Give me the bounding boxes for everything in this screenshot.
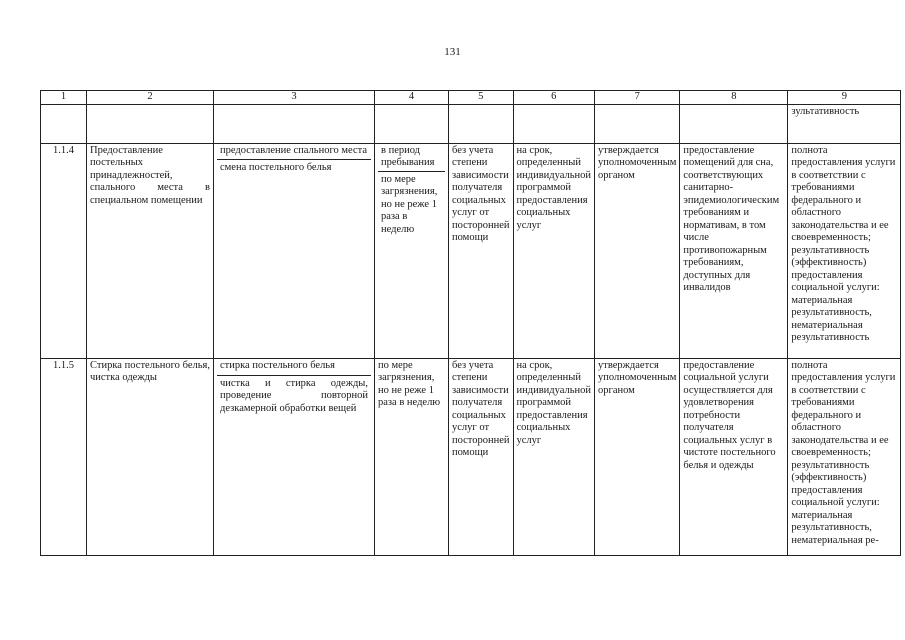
approval: утверждается уполномоченным органом [595,143,680,358]
service-conditions: предоставление социальной услуги осуществляется для удовлетворения потребности получателя социальных услуг в чистоте постельного белья и одежды [680,358,788,555]
service-content-b: чистка и стирка одежды, проведение повторной дезкамерной обработки вещей [220,377,368,414]
column-number: 9 [788,91,901,105]
services-table [40,90,901,556]
continuation-row [41,104,901,143]
table-row [41,143,901,358]
service-content [214,143,375,358]
column-number-row [41,91,901,105]
service-content-a: предоставление спального места [217,145,371,161]
service-timing-a: в период пребывания [378,145,445,172]
service-content [214,358,375,555]
quality-indicators: полнота предоставления услуги в соответствии с требованиями федерального и областного законодательства и ее своевременность; результативность (эффективность) предоставления социальной услуги: материальная результативность, нематериальная ре- [788,358,901,555]
service-content-b: смена постельного белья [220,162,332,173]
payment-terms: без учета степени зависимости получателя социальных услуг от посторонней помощи [449,143,514,358]
column-number: 4 [375,91,449,105]
column-number: 5 [449,91,514,105]
service-period: на срок, определенный индивидуальной программой предоставления социальных услуг [513,143,595,358]
column-number: 8 [680,91,788,105]
table-row [41,358,901,555]
service-conditions: предоставление помещений для сна, соответствующих санитарно-эпидемиологическим требованиям и нормативам, в том числе противопожарным требованиям, доступных для инвалидов [680,143,788,358]
service-number: 1.1.5 [41,358,87,555]
column-number: 7 [595,91,680,105]
column-number: 3 [214,91,375,105]
service-content-a: стирка постельного белья [217,360,371,376]
page-number: 131 [444,46,461,58]
service-timing [375,143,449,358]
service-timing: по мере загрязнения, но не реже 1 раза в неделю [375,358,449,555]
payment-terms: без учета степени зависимости получателя социальных услуг от посторонней помощи [449,358,514,555]
service-timing-b: по мере загрязнения, но не реже 1 раза в неделю [381,173,438,235]
indicators-continuation: зультативность [788,104,901,143]
service-period: на срок, определенный индивидуальной программой предоставления социальных услуг [513,358,595,555]
quality-indicators: полнота предоставления услуги в соответствии с требованиями федерального и областного законодательства и ее своевременность; результативность (эффективность) предоставления социальной услуги: материальная результативность, нематериальная результативность [788,143,901,358]
column-number: 1 [41,91,87,105]
service-name: Предоставление постельных принадлежностей, спального места в специальном помещении [87,143,214,358]
approval: утверждается уполномоченным органом [595,358,680,555]
service-name: Стирка постельного белья, чистка одежды [87,358,214,555]
column-number: 6 [513,91,595,105]
column-number: 2 [87,91,214,105]
service-number: 1.1.4 [41,143,87,358]
